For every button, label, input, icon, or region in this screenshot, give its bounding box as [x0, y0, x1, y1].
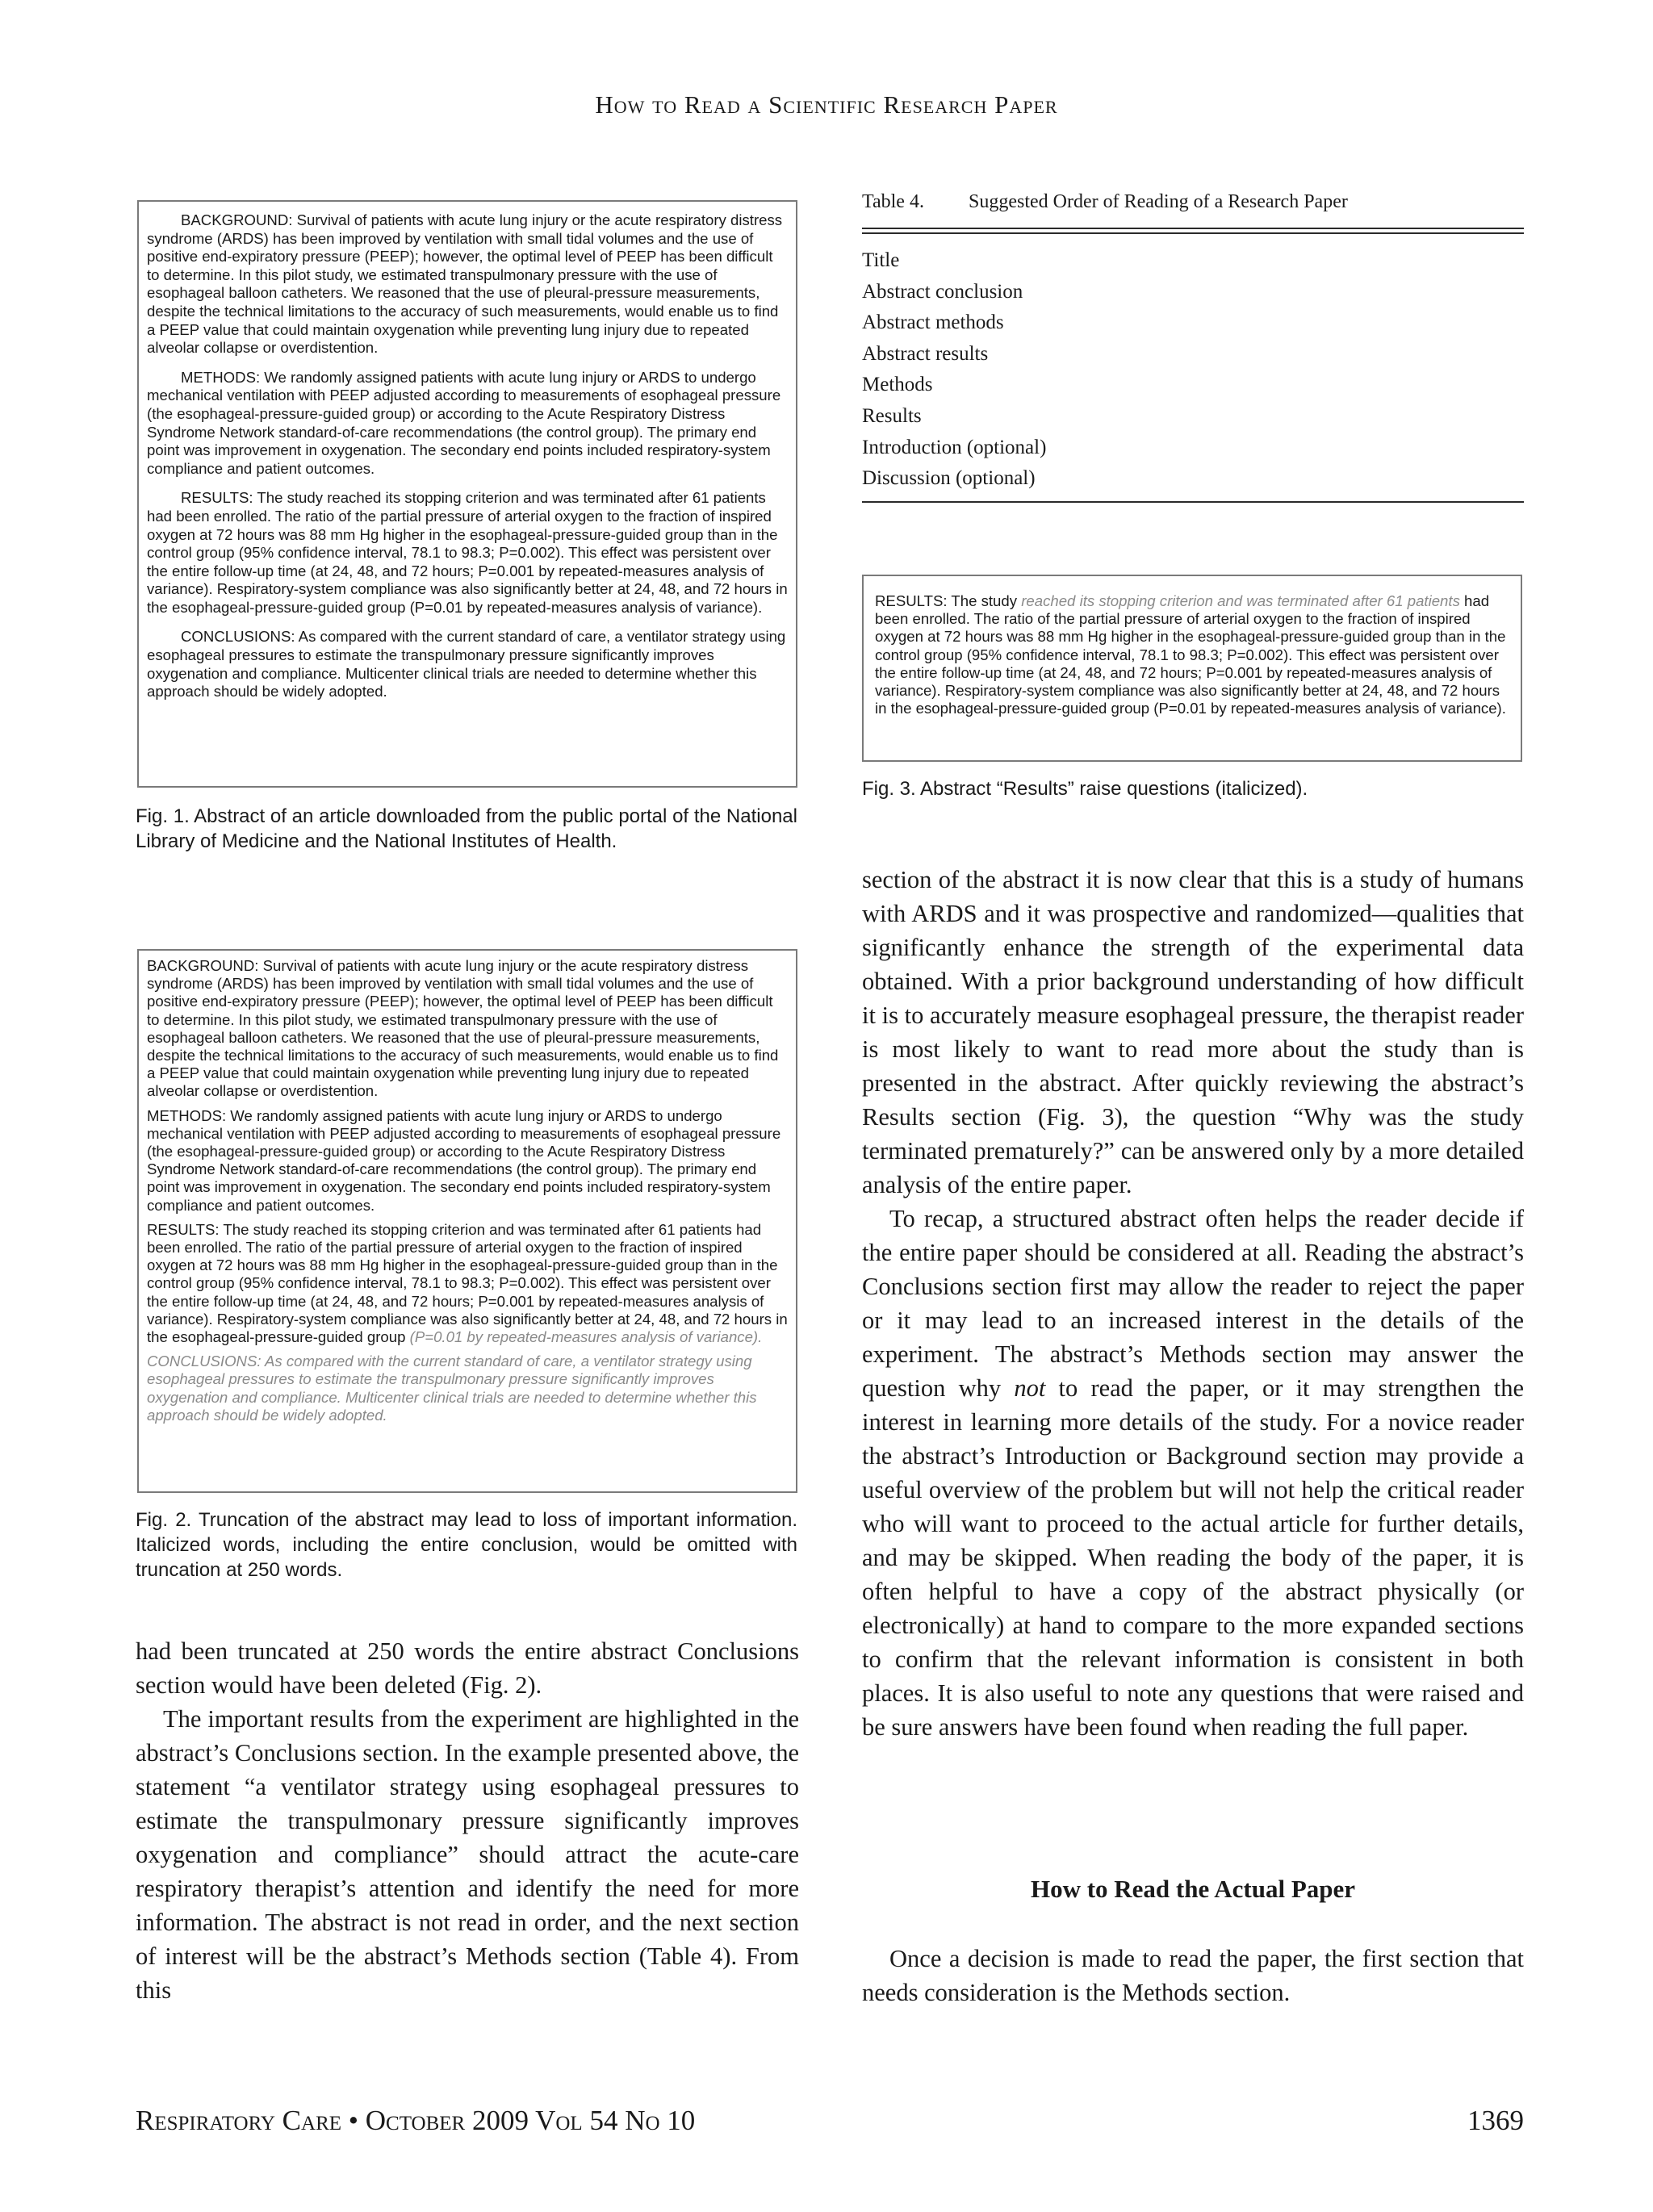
- footer-page-number: 1369: [1467, 2105, 1524, 2136]
- table-4-list: [862, 245, 1524, 495]
- table-4: [862, 189, 1524, 503]
- fig3-results-italic: reached its stopping criterion and was terminated after 61 patients: [1021, 592, 1460, 609]
- right-paragraph-1: section of the abstract it is now clear that this is a study of humans with ARDS and it was prospective and randomized—qualities that significantly enhance the strength of the experimental data obtained. With a prior background understanding of how difficult it is to accurately measure esophageal pressure, the therapist reader is most likely to want to read more about the study than is presented in the abstract. After quickly reviewing the abstract’s Results section (Fig. 3), the question “Why was the study terminated prematurely?” can be answered only by a more detailed analysis of the entire paper.: [862, 866, 1524, 1198]
- table-4-title: Suggested Order of Reading of a Research Paper: [969, 191, 1348, 212]
- table-4-number: Table 4.: [862, 191, 924, 212]
- right-paragraph-2-emphasis: not: [1014, 1374, 1046, 1402]
- table-bottom-rule: [862, 501, 1524, 503]
- fig1-methods: METHODS: We randomly assigned patients with acute lung injury or ARDS to undergo mechanical ventilation with PEEP adjusted according to measurements of esophageal pressure (the esophageal-pressure-guided group) or according to the Acute Respiratory Distress Syndrome Network standard-of-care recommendations (the control group). The primary end point was improvement in oxygenation. The secondary end points included respiratory-system compliance and patient outcomes.: [147, 368, 781, 477]
- list-item: Abstract results: [862, 342, 989, 365]
- fig2-results-plain: RESULTS: The study reached its stopping criterion and was terminated after 61 patients had been enrolled. The ratio of the partial pressure of arterial oxygen to the fraction of inspired oxygen at 72 hours was 88 mm Hg higher in the esophageal-pressure-guided group than in the control group (95% confidence interval, 78.1 to 98.3; P=0.002). This effect was persistent over the entire follow-up time (at 24, 48, and 72 hours; P=0.001 by repeated-measures analysis of variance). Respiratory-system compliance was also significantly better at 24, 48, and 72 hours in the esophageal-pressure-guided group: [147, 1220, 788, 1346]
- fig3-results-rest: had been enrolled. The ratio of the partial pressure of arterial oxygen to the fraction of inspired oxygen at 72 hours was 88 mm Hg higher in the esophageal-pressure-guided group than in the control group (95% confidence interval, 78.1 to 98.3; P=0.002). This effect was persistent over the entire follow-up time (at 24, 48, and 72 hours; P=0.001 by repeated-measures analysis of variance). Respiratory-system compliance was also significantly better at 24, 48, and 72 hours in the esophageal-pressure-guided group (P=0.01 by repeated-measures analysis of variance).: [875, 592, 1506, 717]
- running-head: How to Read a Scientific Research Paper: [595, 90, 1058, 119]
- fig2-results-italic: (P=0.01 by repeated-measures analysis of variance).: [409, 1328, 763, 1346]
- right-paragraph-3: Once a decision is made to read the paper, the first section that needs consideration is the Methods section.: [862, 1945, 1524, 2006]
- section-heading: How to Read the Actual Paper: [1030, 1875, 1356, 1903]
- figure-1-abstract-box: [137, 200, 797, 788]
- left-paragraph-2: The important results from the experiment are highlighted in the abstract’s Conclusions section. In the example presented above, the statement “a ventilator strategy using esophageal pressures to estimate the transpulmonary pressure significantly improves oxygenation and compliance” should attract the acute-care respiratory therapist’s attention and identify the need for more information. The abstract is not read in order, and the next section of interest will be the abstract’s Methods section (Table 4). From this: [136, 1705, 799, 2004]
- figure-3-results-box: [862, 575, 1522, 762]
- right-paragraph-2-part-b: to read the paper, or it may strengthen the interest in learning more details of the study. For a novice reader the abstract’s Introduction or Background section may provide a useful overview of the problem but will not help the critical reader who will want to proceed to the actual article for further details, and may be skipped. When reading the body of the paper, it is often helpful to have a copy of the abstract physically (or electronically) at hand to compare to the more expanded sections to confirm that the relevant information is consistent in both places. It is also useful to note any questions that were raised and be sure answers have been found when reading the full paper.: [862, 1374, 1524, 1741]
- list-item: Abstract conclusion: [862, 280, 1023, 303]
- fig2-conclusions-italic: CONCLUSIONS: As compared with the current standard of care, a ventilator strategy using esophageal pressures to estimate the transpulmonary pressure significantly improves oxygenation and compliance. Multicenter clinical trials are needed to determine whether this approach should be widely adopted.: [147, 1353, 757, 1424]
- left-paragraph-1: had been truncated at 250 words the entire abstract Conclusions section would have been deleted (Fig. 2).: [136, 1637, 799, 1699]
- list-item: Title: [862, 249, 900, 271]
- fig1-background: BACKGROUND: Survival of patients with acute lung injury or the acute respiratory distress syndrome (ARDS) has been improved by ventilation with small tidal volumes and the use of positive end-expiratory pressure (PEEP); however, the optimal level of PEEP has been difficult to determine. In this pilot study, we estimated transpulmonary pressure with the use of esophageal balloon catheters. We reasoned that the use of pleural-pressure measurements, despite the technical limitations to the accuracy of such measurements, would enable us to find a PEEP value that could maintain oxygenation while preventing lung injury due to repeated alveolar collapse or overdistention.: [147, 211, 783, 357]
- right-paragraph-2-part-a: To recap, a structured abstract often helps the reader decide if the entire paper should be considered at all. Reading the abstract’s Conclusions section first may allow the reader to reject the paper or it may lead to an increased interest in the details of the experiment. The abstract’s Methods section may answer the question why: [862, 1205, 1524, 1402]
- list-item: Introduction (optional): [862, 436, 1047, 458]
- figure-1-caption: Fig. 1. Abstract of an article downloaded from the public portal of the National Library of Medicine and the National Institutes of Health.: [136, 805, 797, 852]
- list-item: Discussion (optional): [862, 467, 1036, 490]
- fig1-results: RESULTS: The study reached its stopping criterion and was terminated after 61 patients had been enrolled. The ratio of the partial pressure of arterial oxygen to the fraction of inspired oxygen at 72 hours was 88 mm Hg higher in the esophageal-pressure-guided group than in the control group (95% confidence interval, 78.1 to 98.3; P=0.002). This effect was persistent over the entire follow-up time (at 24, 48, and 72 hours; P=0.001 by repeated-measures analysis of variance). Respiratory-system compliance was also significantly better at 24, 48, and 72 hours in the esophageal-pressure-guided group (P=0.01 by repeated-measures analysis of variance).: [147, 489, 788, 616]
- table-top-rule: [862, 228, 1524, 234]
- list-item: Results: [862, 404, 922, 427]
- fig3-results: [875, 592, 1509, 717]
- fig3-results-start: RESULTS: The study: [875, 592, 1022, 609]
- fig2-results: [147, 1221, 788, 1346]
- figure-2-caption: Fig. 2. Truncation of the abstract may lead to loss of important information. Italicized words, including the entire conclusion, would be omitted with truncation at 250 words.: [136, 1509, 797, 1581]
- right-paragraph-2: [862, 1202, 1524, 1744]
- right-column-body: [862, 863, 1524, 1744]
- figure-3-caption: Fig. 3. Abstract “Results” raise questions (italicized).: [862, 778, 1308, 800]
- left-column-body: [136, 1634, 799, 2007]
- table-4-caption: [862, 189, 1524, 215]
- list-item: Abstract methods: [862, 312, 1004, 334]
- footer-journal: Respiratory Care • October 2009 Vol 54 No 10: [136, 2105, 696, 2136]
- figure-2-abstract-box: [137, 949, 797, 1493]
- fig2-background: BACKGROUND: Survival of patients with acute lung injury or the acute respiratory distress syndrome (ARDS) has been improved by ventilation with small tidal volumes and the use of positive end-expiratory pressure (PEEP); however, the optimal level of PEEP has been difficult to determine. In this pilot study, we estimated transpulmonary pressure with the use of esophageal balloon catheters. We reasoned that the use of pleural-pressure measurements, despite the technical limitations to the accuracy of such measurements, would enable us to find a PEEP value that could maintain oxygenation while preventing lung injury due to repeated alveolar collapse or overdistention.: [147, 957, 779, 1100]
- list-item: Methods: [862, 374, 933, 396]
- fig1-conclusions: CONCLUSIONS: As compared with the current standard of care, a ventilator strategy using esophageal pressures to estimate the transpulmonary pressure significantly improves oxygenation and compliance. Multicenter clinical trials are needed to determine whether this approach should be widely adopted.: [147, 628, 786, 700]
- fig2-methods: METHODS: We randomly assigned patients with acute lung injury or ARDS to undergo mechanical ventilation with PEEP adjusted according to measurements of esophageal pressure (the esophageal-pressure-guided group) or according to the Acute Respiratory Distress Syndrome Network standard-of-care recommendations (the control group). The primary end point was improvement in oxygenation. The secondary end points included respiratory-system compliance and patient outcomes.: [147, 1106, 781, 1214]
- right-column-body-2: [862, 1942, 1524, 2009]
